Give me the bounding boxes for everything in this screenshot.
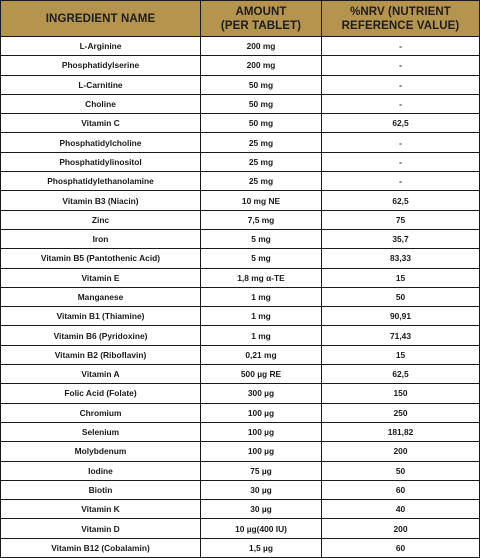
header-amount-line1: AMOUNT [235,5,287,18]
amount-cell: 1 mg [201,326,322,345]
table-row [1,519,480,538]
nrv-cell: 62,5 [322,114,480,133]
table-row [1,403,480,422]
ingredient-name-cell: Iodine [1,461,201,480]
nrv-cell: 40 [322,500,480,519]
amount-cell: 25 mg [201,152,322,171]
nrv-cell: - [322,172,480,191]
ingredient-name-cell: Vitamin D [1,519,201,538]
table-row [1,480,480,499]
ingredient-name-cell: Vitamin B5 (Pantothenic Acid) [1,249,201,268]
ingredient-name-cell: L-Carnitine [1,75,201,94]
amount-cell: 30 µg [201,480,322,499]
amount-cell: 5 mg [201,229,322,248]
nrv-cell: - [322,56,480,75]
table-row [1,249,480,268]
ingredient-name-cell: L-Arginine [1,37,201,56]
ingredient-name-cell: Selenium [1,422,201,441]
nrv-cell: 150 [322,384,480,403]
nrv-cell: 15 [322,268,480,287]
table-row [1,114,480,133]
nrv-cell: 50 [322,461,480,480]
table-row [1,422,480,441]
nrv-cell: 60 [322,480,480,499]
amount-cell: 100 µg [201,442,322,461]
nrv-cell: 62,5 [322,191,480,210]
amount-cell: 30 µg [201,500,322,519]
amount-cell: 0,21 mg [201,345,322,364]
ingredient-name-cell: Manganese [1,287,201,306]
table-row [1,461,480,480]
table-body [1,37,480,558]
ingredient-name-cell: Choline [1,94,201,113]
ingredient-name-cell: Phosphatidylserine [1,56,201,75]
ingredient-name-cell: Iron [1,229,201,248]
table-row [1,326,480,345]
table-row [1,229,480,248]
amount-cell: 10 mg NE [201,191,322,210]
nrv-cell: 50 [322,287,480,306]
ingredient-name-cell: Vitamin B1 (Thiamine) [1,307,201,326]
table-row [1,287,480,306]
nrv-cell: 75 [322,210,480,229]
nrv-cell: 15 [322,345,480,364]
header-nrv [322,1,480,37]
amount-cell: 50 mg [201,114,322,133]
ingredient-name-cell: Vitamin B6 (Pyridoxine) [1,326,201,345]
amount-cell: 10 µg(400 IU) [201,519,322,538]
amount-cell: 1 mg [201,307,322,326]
ingredient-name-cell: Chromium [1,403,201,422]
amount-cell: 200 mg [201,56,322,75]
nrv-cell: 200 [322,442,480,461]
ingredient-name-cell: Vitamin K [1,500,201,519]
ingredient-name-cell: Molybdenum [1,442,201,461]
ingredient-name-cell: Vitamin B12 (Cobalamin) [1,538,201,557]
nrv-cell: 90,91 [322,307,480,326]
amount-cell: 25 mg [201,172,322,191]
nrv-cell: 250 [322,403,480,422]
nrv-cell: - [322,94,480,113]
nrv-cell: 71,43 [322,326,480,345]
table-row [1,172,480,191]
amount-cell: 25 mg [201,133,322,152]
nrv-cell: 83,33 [322,249,480,268]
header-ingredient-label: INGREDIENT NAME [45,12,156,25]
ingredient-name-cell: Phosphatidylethanolamine [1,172,201,191]
table-row [1,384,480,403]
amount-cell: 100 µg [201,403,322,422]
ingredient-name-cell: Phosphatidylcholine [1,133,201,152]
table-row [1,500,480,519]
nrv-cell: 60 [322,538,480,557]
nrv-cell: 62,5 [322,365,480,384]
table-row [1,307,480,326]
table-row [1,152,480,171]
ingredient-name-cell: Biotin [1,480,201,499]
amount-cell: 1,5 µg [201,538,322,557]
header-nrv-line2: REFERENCE VALUE) [341,19,460,32]
table-row [1,56,480,75]
header-amount-line2: (PER TABLET) [220,19,302,32]
header-ingredient-name [1,1,201,37]
ingredient-name-cell: Vitamin A [1,365,201,384]
nrv-cell: - [322,152,480,171]
amount-cell: 75 µg [201,461,322,480]
table-row [1,75,480,94]
table-row [1,210,480,229]
table-header [1,1,480,37]
amount-cell: 1,8 mg α-TE [201,268,322,287]
amount-cell: 500 µg RE [201,365,322,384]
table-row [1,94,480,113]
nrv-cell: 200 [322,519,480,538]
nrv-cell: - [322,133,480,152]
table-row [1,365,480,384]
nrv-cell: 35,7 [322,229,480,248]
table-row [1,37,480,56]
ingredient-name-cell: Phosphatidylinositol [1,152,201,171]
table-row [1,191,480,210]
amount-cell: 100 µg [201,422,322,441]
amount-cell: 7,5 mg [201,210,322,229]
amount-cell: 200 mg [201,37,322,56]
ingredient-name-cell: Zinc [1,210,201,229]
nrv-cell: - [322,75,480,94]
header-amount [201,1,322,37]
nrv-cell: - [322,37,480,56]
ingredient-name-cell: Vitamin C [1,114,201,133]
amount-cell: 5 mg [201,249,322,268]
amount-cell: 1 mg [201,287,322,306]
ingredient-name-cell: Vitamin B3 (Niacin) [1,191,201,210]
table-row [1,538,480,557]
amount-cell: 300 µg [201,384,322,403]
table-row [1,268,480,287]
ingredient-name-cell: Folic Acid (Folate) [1,384,201,403]
amount-cell: 50 mg [201,94,322,113]
amount-cell: 50 mg [201,75,322,94]
ingredient-name-cell: Vitamin E [1,268,201,287]
nrv-cell: 181,82 [322,422,480,441]
table-row [1,133,480,152]
header-nrv-line1: %NRV (NUTRIENT [350,5,451,18]
table-row [1,442,480,461]
header-row [1,1,480,37]
ingredient-name-cell: Vitamin B2 (Riboflavin) [1,345,201,364]
table-row [1,345,480,364]
